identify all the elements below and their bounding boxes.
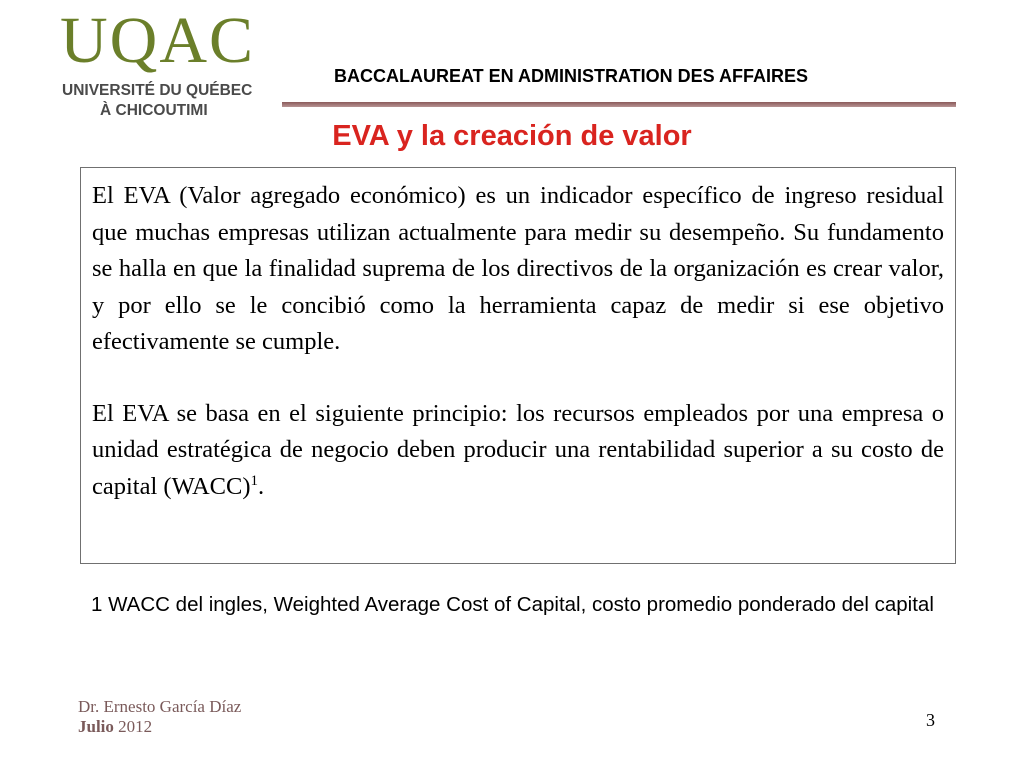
logo-university-line1: UNIVERSITÉ DU QUÉBEC [62, 82, 253, 99]
program-header: BACCALAUREAT EN ADMINISTRATION DES AFFAIRES [334, 66, 808, 86]
page-number: 3 [926, 710, 935, 730]
footnote: 1 WACC del ingles, Weighted Average Cost of Capital, costo promedio ponderado del capital [91, 593, 934, 616]
logo-university-line2: À CHICOUTIMI [100, 102, 208, 119]
uqac-logo [60, 4, 282, 120]
header-divider [282, 102, 956, 107]
author-name: Dr. Ernesto García Díaz [78, 697, 242, 716]
paragraph-2-end: . [258, 472, 265, 500]
paragraph-1: El EVA (Valor agregado económico) es un indicador específico de ingreso residual que muchas empresas utilizan actualmente para medir su desempeño. Su fundamento se halla en que la finalidad suprema de los directivos de la organización es crear valor, y por ello se le concibió como la herramienta capaz de medir si ese objetivo efectivamente se cumple. [92, 182, 944, 355]
date-year: 2012 [118, 717, 153, 736]
date-line [78, 717, 152, 737]
footnote-reference: 1 [250, 472, 259, 489]
paragraph-2 [92, 396, 944, 506]
date-month: Julio [78, 717, 114, 736]
paragraph-2-text: El EVA se basa en el siguiente principio: los recursos empleados por una empresa o unidad estratégica de negocio deben producir una rentabilidad superior a su costo de capital (WACC) [92, 399, 944, 500]
logo-wordmark: UQAC [60, 4, 256, 77]
content-box [80, 167, 956, 564]
slide-title: EVA y la creación de valor [332, 120, 692, 152]
